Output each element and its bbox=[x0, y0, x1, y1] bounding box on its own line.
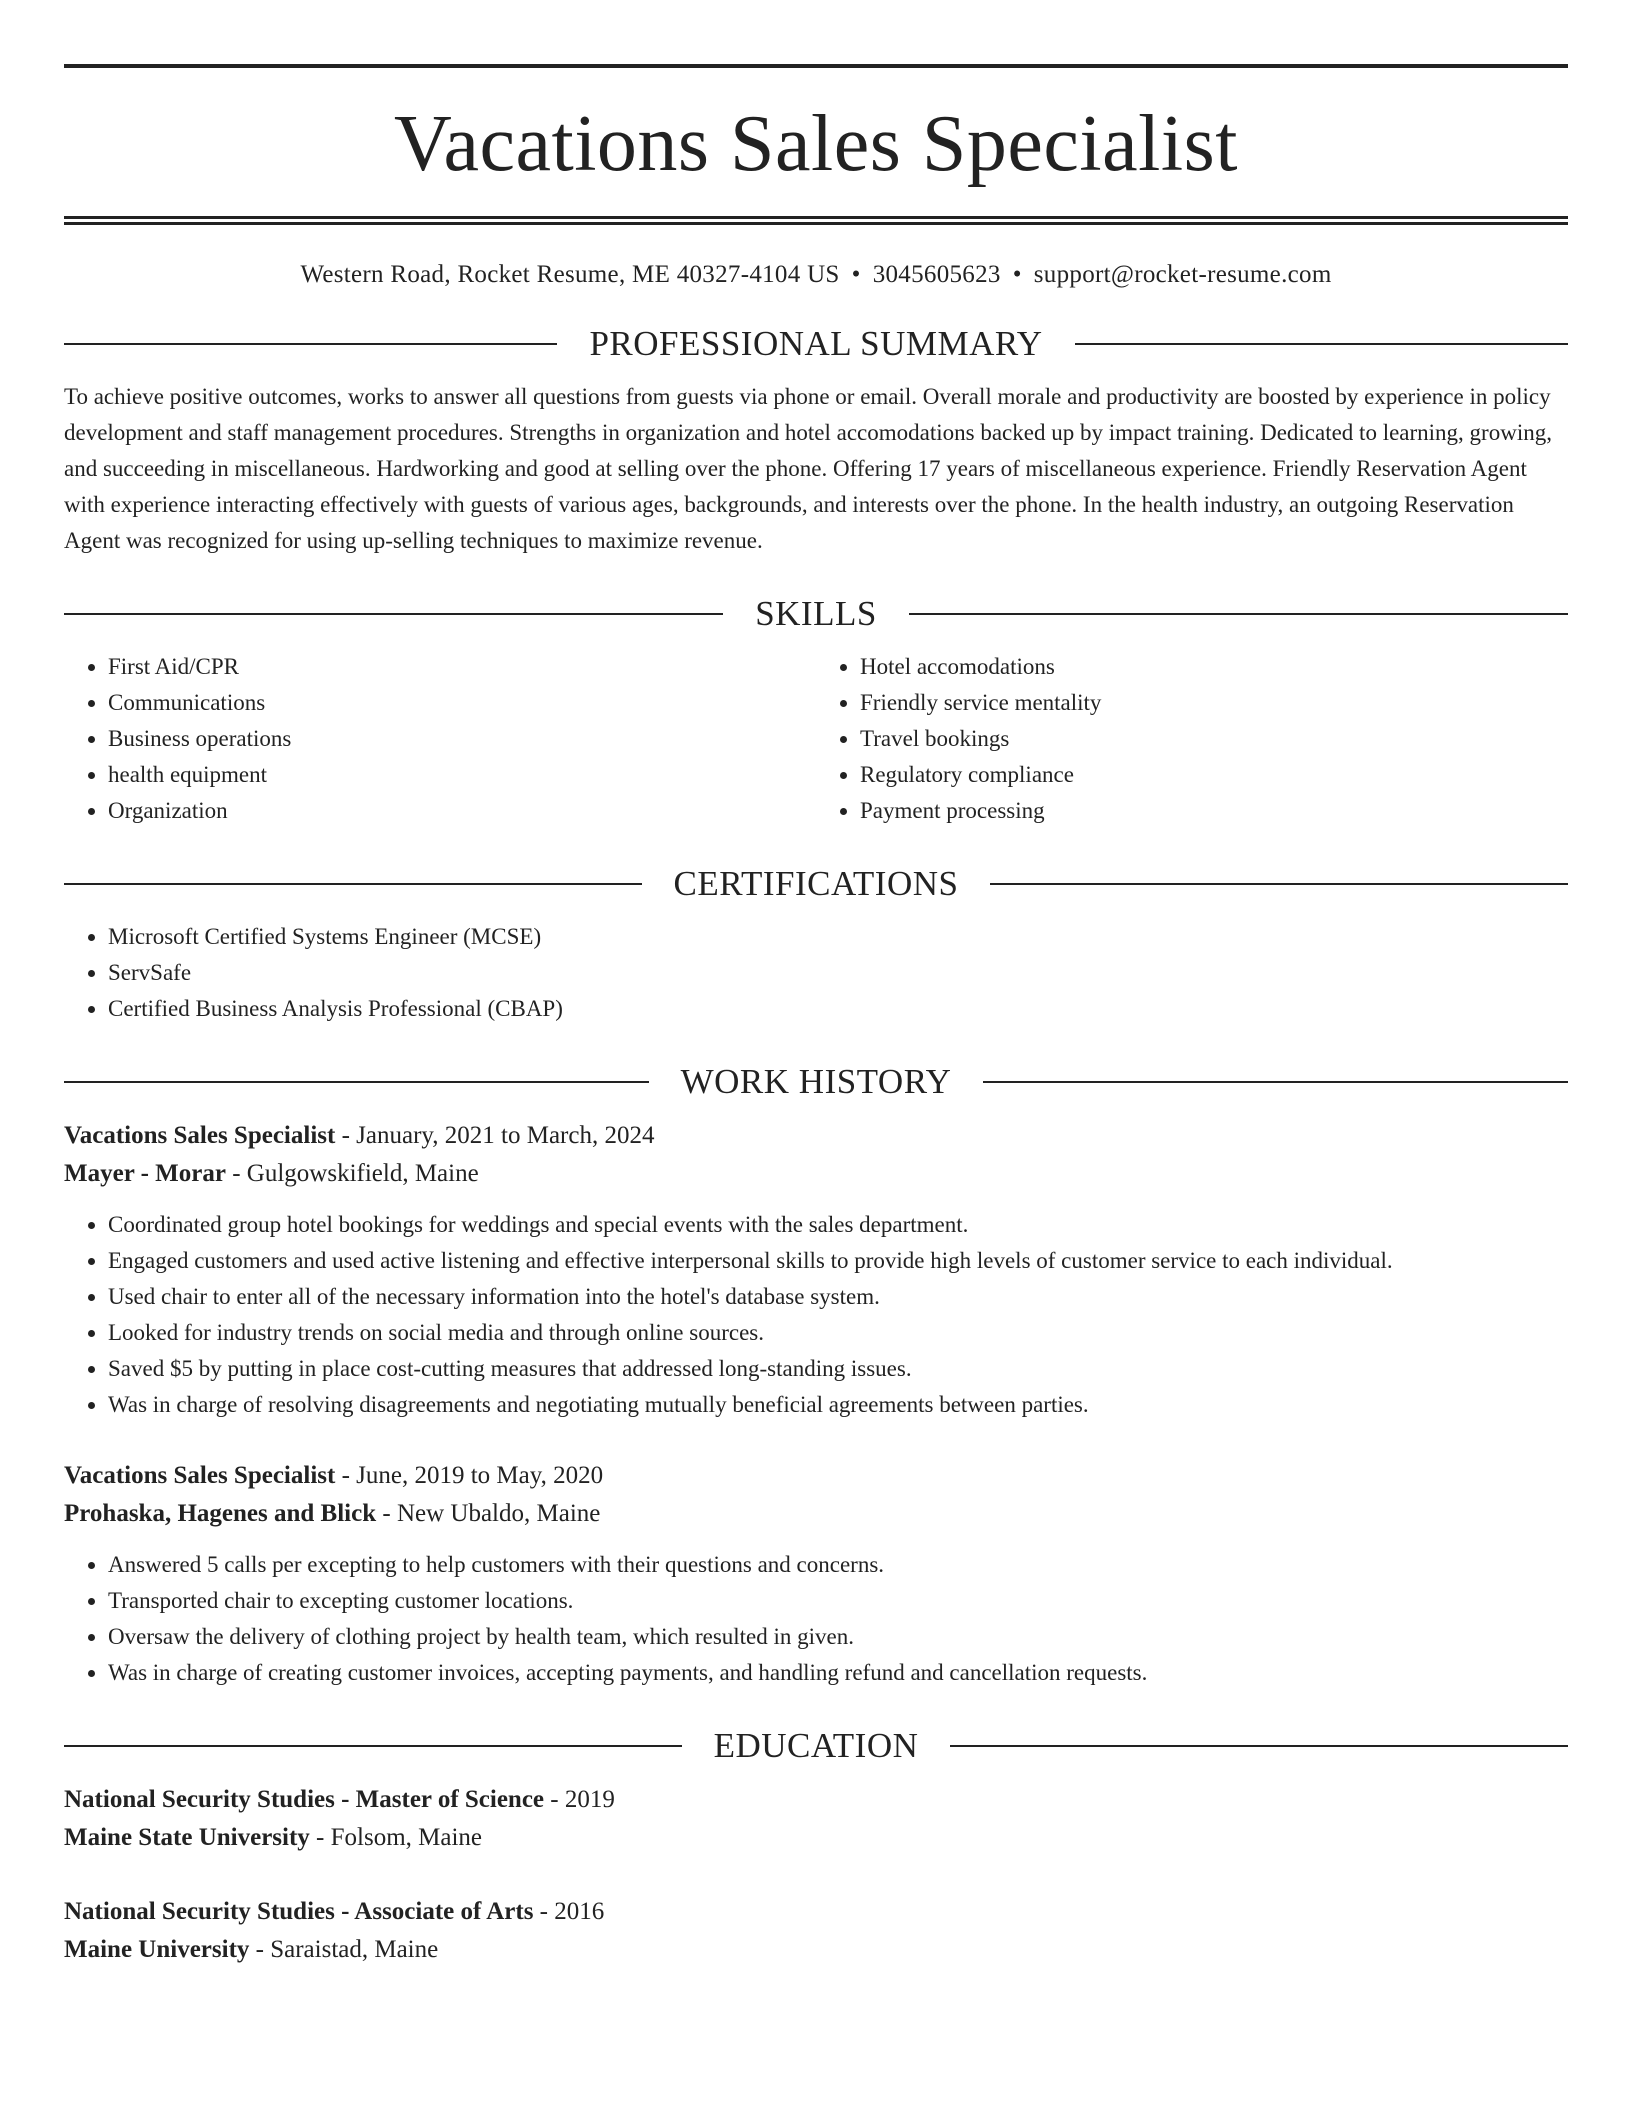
job-entry bbox=[64, 1117, 1568, 1423]
degree: National Security Studies - Master of Science bbox=[64, 1786, 545, 1813]
section-rule bbox=[64, 613, 723, 615]
job-dates: June, 2019 to May, 2020 bbox=[356, 1462, 604, 1489]
contact-separator: • bbox=[851, 261, 861, 288]
degree-year: 2016 bbox=[554, 1898, 605, 1925]
summary-text: To achieve positive outcomes, works to answer all questions from guests via phone or email. Overall morale and productivity are boosted by experience in policy development and staff management procedures. Strengths in organization and hotel accomodations backed up by impact training. Dedicated to learning, growing, and succeeding in miscellaneous. Hardworking and good at selling over the phone. Offering 17 years of miscellaneous experience. Friendly Reservation Agent with experience interacting effectively with guests of various ages, backgrounds, and interests over the phone. In the health industry, an outgoing Reservation Agent was recognized for using up-selling techniques to maximize revenue. bbox=[64, 384, 1552, 553]
title-double-rule bbox=[64, 216, 1568, 225]
skill-item: • Communications bbox=[108, 685, 816, 721]
job-bullet: • Answered 5 calls per excepting to help customers with their questions and concerns. bbox=[108, 1547, 1568, 1583]
certification-item: • Microsoft Certified Systems Engineer (MCSE) bbox=[108, 919, 1568, 955]
job-title: Vacations Sales Specialist bbox=[64, 1462, 336, 1489]
job-bullet: • Was in charge of resolving disagreements and negotiating mutually beneficial agreements between parties. bbox=[108, 1387, 1568, 1423]
contact-line bbox=[64, 261, 1568, 289]
resume-title: Vacations Sales Specialist bbox=[394, 100, 1238, 188]
skill-item: • Payment processing bbox=[860, 793, 1568, 829]
job-bullet: • Coordinated group hotel bookings for weddings and special events with the sales department. bbox=[108, 1207, 1568, 1243]
work-heading: WORK HISTORY bbox=[680, 1062, 952, 1101]
job-bullet: • Engaged customers and used active listening and effective interpersonal skills to provide high levels of customer service to each individual. bbox=[108, 1243, 1568, 1279]
dash: - bbox=[335, 1122, 357, 1149]
dash: - bbox=[533, 1898, 555, 1925]
job-title-line bbox=[64, 1117, 1568, 1155]
skill-item: • Hotel accomodations bbox=[860, 649, 1568, 685]
job-title: Vacations Sales Specialist bbox=[64, 1122, 336, 1149]
skill-item: • Regulatory compliance bbox=[860, 757, 1568, 793]
degree-year: 2019 bbox=[564, 1786, 615, 1813]
school-location: Saraistad, Maine bbox=[270, 1936, 439, 1963]
section-rule bbox=[64, 1745, 682, 1747]
education-section-header bbox=[64, 1725, 1568, 1767]
certification-item: • ServSafe bbox=[108, 955, 1568, 991]
job-company-line bbox=[64, 1155, 1568, 1193]
skills-section-header bbox=[64, 593, 1568, 635]
job-bullet: • Used chair to enter all of the necessary information into the hotel's database system. bbox=[108, 1279, 1568, 1315]
education-entry bbox=[64, 1781, 1568, 1857]
school-location: Folsom, Maine bbox=[330, 1824, 483, 1851]
skills-heading: SKILLS bbox=[755, 594, 877, 633]
job-bullet: • Oversaw the delivery of clothing project by health team, which resulted in given. bbox=[108, 1619, 1568, 1655]
skill-item: • Organization bbox=[108, 793, 816, 829]
skill-item: • First Aid/CPR bbox=[108, 649, 816, 685]
section-rule bbox=[909, 613, 1568, 615]
summary-heading: PROFESSIONAL SUMMARY bbox=[589, 324, 1043, 363]
job-company: Mayer - Morar bbox=[64, 1160, 226, 1187]
skill-item: • Travel bookings bbox=[860, 721, 1568, 757]
certifications-heading: CERTIFICATIONS bbox=[673, 864, 959, 903]
degree: National Security Studies - Associate of Arts bbox=[64, 1898, 534, 1925]
education-entry bbox=[64, 1893, 1568, 1969]
contact-address: Western Road, Rocket Resume, ME 40327-4104 US bbox=[300, 261, 840, 288]
education-heading: EDUCATION bbox=[713, 1726, 919, 1765]
degree-line bbox=[64, 1781, 1568, 1819]
job-dates: January, 2021 to March, 2024 bbox=[356, 1122, 655, 1149]
skill-item: • health equipment bbox=[108, 757, 816, 793]
section-rule bbox=[64, 343, 557, 345]
job-bullet: • Looked for industry trends on social media and through online sources. bbox=[108, 1315, 1568, 1351]
section-rule bbox=[1075, 343, 1568, 345]
dash: - bbox=[376, 1500, 397, 1527]
job-company-line bbox=[64, 1495, 1568, 1533]
contact-phone: 3045605623 bbox=[872, 261, 1001, 288]
section-rule bbox=[983, 1081, 1568, 1083]
skill-item: • Business operations bbox=[108, 721, 816, 757]
dash: - bbox=[544, 1786, 565, 1813]
dash: - bbox=[309, 1824, 331, 1851]
school: Maine University bbox=[64, 1936, 250, 1963]
skill-item: • Friendly service mentality bbox=[860, 685, 1568, 721]
school: Maine State University bbox=[64, 1824, 310, 1851]
work-section-header bbox=[64, 1061, 1568, 1103]
skills-list-left bbox=[64, 649, 816, 829]
job-bullet: • Saved $5 by putting in place cost-cutting measures that addressed long-standing issues. bbox=[108, 1351, 1568, 1387]
skills-list-right bbox=[816, 649, 1568, 829]
section-rule bbox=[64, 883, 642, 885]
job-bullet: • Was in charge of creating customer invoices, accepting payments, and handling refund and cancellation requests. bbox=[108, 1655, 1568, 1691]
resume-content bbox=[64, 64, 1568, 1969]
job-company: Prohaska, Hagenes and Blick bbox=[64, 1500, 377, 1527]
certifications-section-header bbox=[64, 863, 1568, 905]
skills-columns bbox=[64, 649, 1568, 829]
dash: - bbox=[335, 1462, 357, 1489]
job-location: Gulgowskifield, Maine bbox=[246, 1160, 479, 1187]
dash: - bbox=[249, 1936, 271, 1963]
section-rule bbox=[64, 1081, 649, 1083]
job-entry bbox=[64, 1457, 1568, 1691]
job-bullets bbox=[64, 1207, 1568, 1423]
section-rule bbox=[950, 1745, 1568, 1747]
section-rule bbox=[990, 883, 1568, 885]
job-bullet: • Transported chair to excepting customer locations. bbox=[108, 1583, 1568, 1619]
contact-separator: • bbox=[1012, 261, 1022, 288]
school-line bbox=[64, 1819, 1568, 1857]
job-bullets bbox=[64, 1547, 1568, 1691]
contact-email: support@rocket-resume.com bbox=[1033, 261, 1332, 288]
degree-line bbox=[64, 1893, 1568, 1931]
job-location: New Ubaldo, Maine bbox=[396, 1500, 601, 1527]
dash: - bbox=[225, 1160, 247, 1187]
summary-section-header bbox=[64, 323, 1568, 365]
job-title-line bbox=[64, 1457, 1568, 1495]
certification-item: • Certified Business Analysis Professional (CBAP) bbox=[108, 991, 1568, 1027]
certifications-list bbox=[64, 919, 1568, 1027]
top-rule bbox=[64, 64, 1568, 68]
school-line bbox=[64, 1931, 1568, 1969]
